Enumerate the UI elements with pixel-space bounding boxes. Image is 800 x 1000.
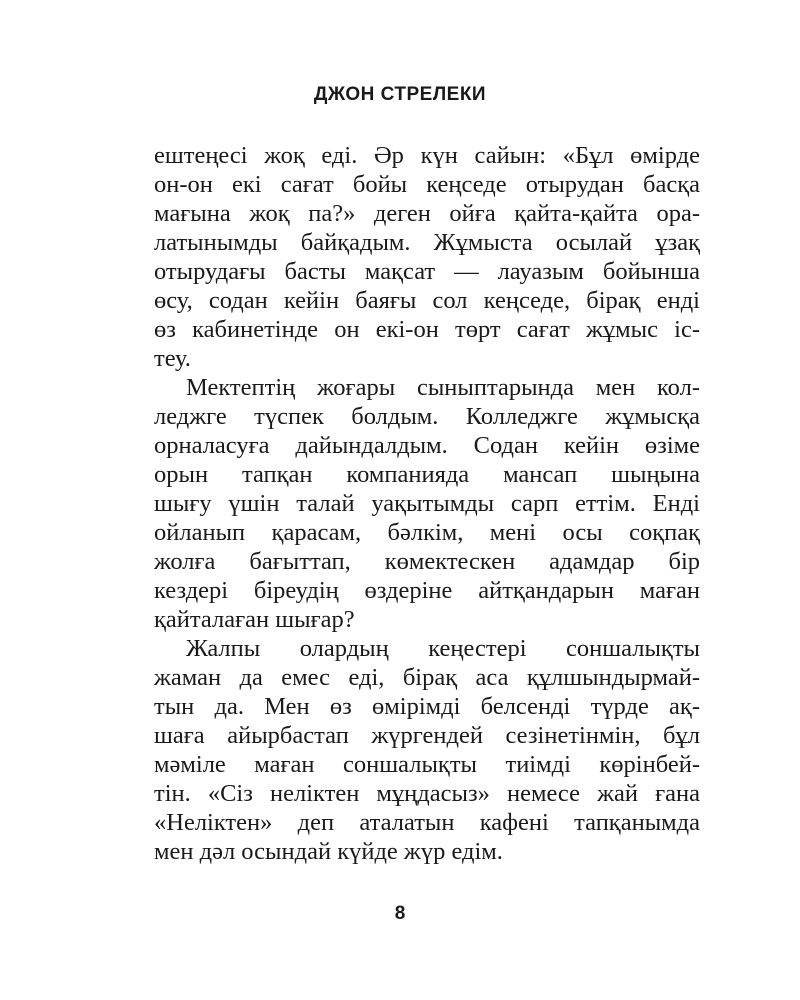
text-line: Мектептің жоғары сыныптарында мен кол- bbox=[186, 374, 700, 401]
text-line: шаға айырбастап жүргендей сезінетінмін, бұл bbox=[154, 722, 700, 749]
text-line: тын да. Мен өз өмірімді белсенді түрде ақ- bbox=[154, 693, 700, 720]
text-line: мағына жоқ па?» деген ойға қайта-қайта ора- bbox=[154, 200, 700, 227]
text-line: «Неліктен» деп аталатын кафені тапқанымда bbox=[154, 809, 700, 836]
text-line: он-он екі сағат бойы кеңседе отырудан басқа bbox=[154, 171, 700, 198]
text-line: теу. bbox=[154, 345, 191, 372]
text-line: тін. «Сіз неліктен мұңдасыз» немесе жай ғана bbox=[154, 780, 700, 807]
text-line: отырудағы басты мақсат — лауазым бойынша bbox=[154, 258, 700, 285]
text-line: жолға бағыттап, көмектескен адамдар бір bbox=[154, 548, 700, 575]
text-line: орналасуға дайындалдым. Содан кейін өзіме bbox=[154, 432, 700, 459]
text-line: өз кабинетінде он екі-он төрт сағат жұмыс іс- bbox=[154, 316, 700, 343]
text-line: мен дәл осындай күйде жүр едім. bbox=[154, 838, 503, 865]
text-line: жаман да емес еді, бірақ аса құлшындырмай- bbox=[154, 664, 700, 691]
running-head-title: ДЖОН СТРЕЛЕКИ bbox=[313, 84, 487, 105]
text-line: ештеңесі жоқ еді. Әр күн сайын: «Бұл өмірде bbox=[154, 142, 700, 169]
text-line: латынымды байқадым. Жұмыста осылай ұзақ bbox=[154, 229, 700, 256]
text-line: шығу үшін талай уақытымды сарп еттім. Енді bbox=[154, 490, 700, 517]
text-line: кездері біреудің өздеріне айтқандарын маған bbox=[154, 577, 700, 604]
text-line: өсу, содан кейін баяғы сол кеңседе, бірақ енді bbox=[154, 287, 700, 314]
text-line: Жалпы олардың кеңестері соншалықты bbox=[186, 635, 700, 662]
text-line: орын тапқан компанияда мансап шыңына bbox=[154, 461, 700, 488]
text-line: мәміле маған соншалықты тиімді көрінбей- bbox=[154, 751, 700, 778]
page-number: 8 bbox=[394, 903, 406, 924]
body-text bbox=[154, 141, 700, 866]
text-line: қайталаған шығар? bbox=[154, 606, 355, 633]
text-line: ойланып қарасам, бәлкім, мені осы соқпақ bbox=[154, 519, 700, 546]
text-line: леджге түспек болдым. Колледжге жұмысқа bbox=[154, 403, 700, 430]
